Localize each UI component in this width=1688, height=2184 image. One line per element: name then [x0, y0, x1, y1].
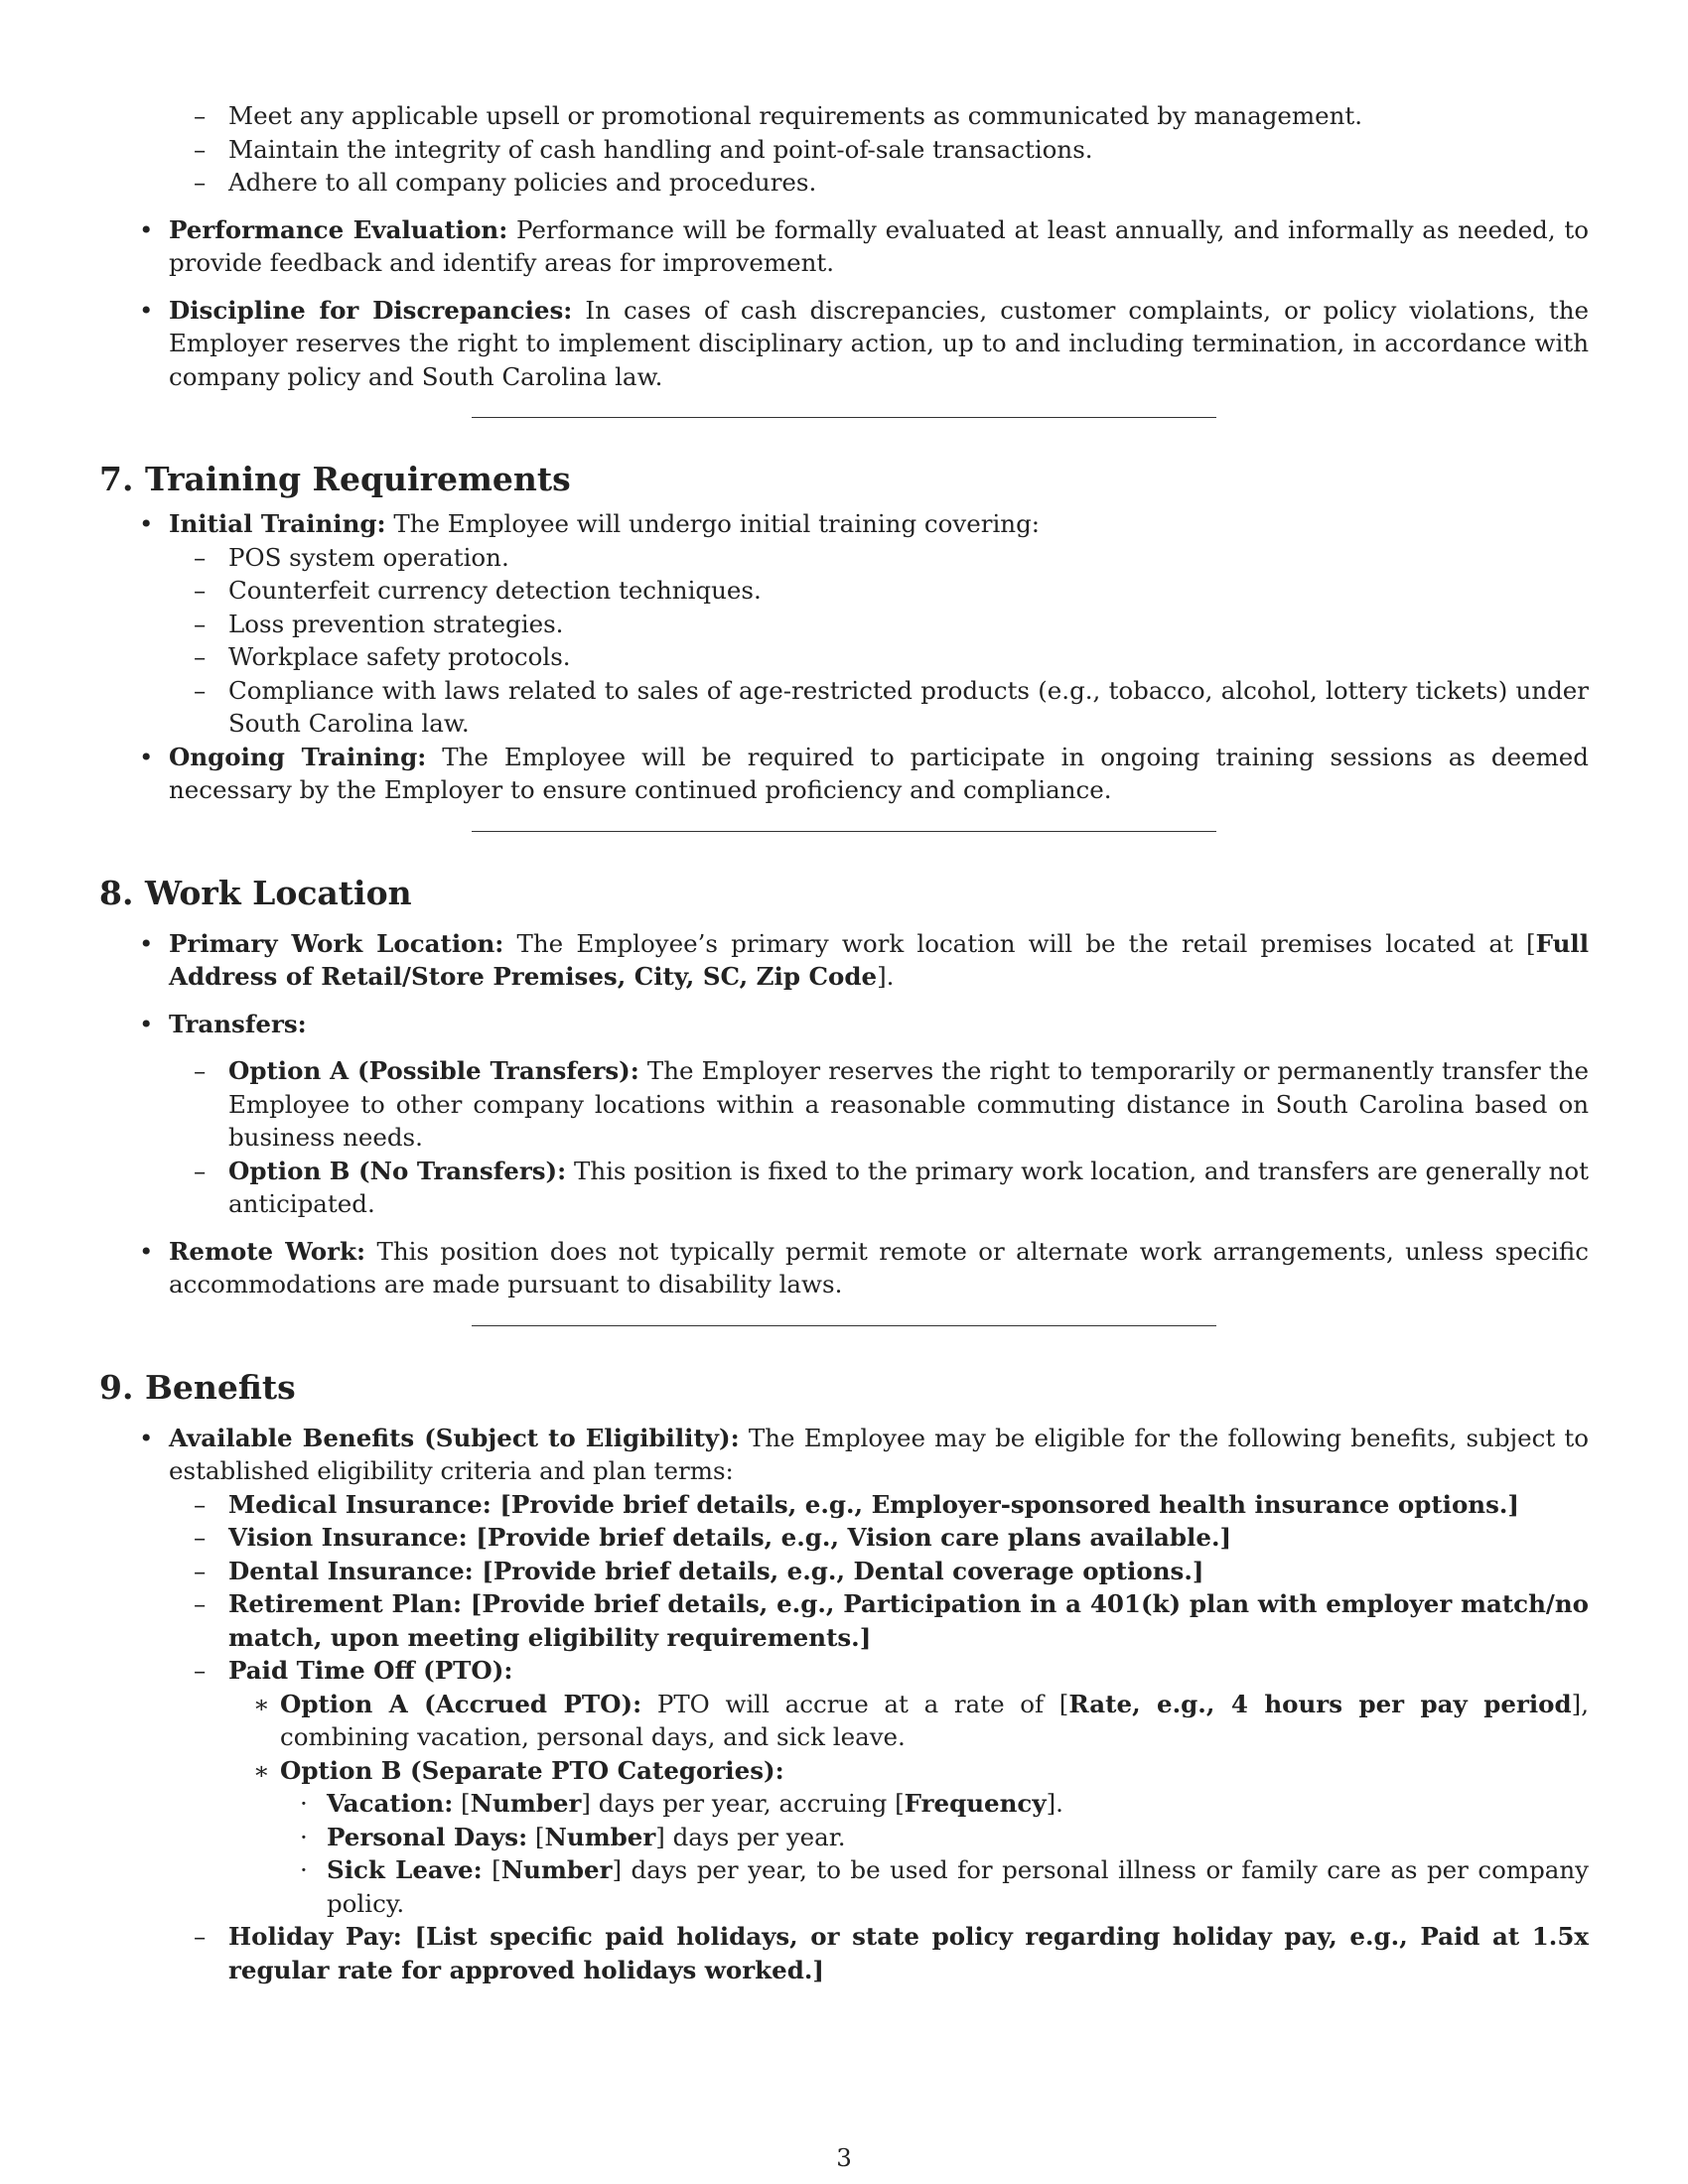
primary-work-location-item: • Primary Work Location: The Employee’s primary work location will be the retail premises located at [Full Address of Retail/Store Premises, City, SC, Zip Code].	[139, 928, 1589, 991]
vacation-item: · Vacation: [Number] days per year, accruing [Frequency].	[300, 1789, 1063, 1818]
initial-training-item: • Initial Training: The Employee will undergo initial training covering:	[139, 509, 1041, 538]
list-item: – Maintain the integrity of cash handling and point-of-sale transactions.	[194, 134, 1093, 164]
list-item: – Compliance with laws related to sales of age-restricted products (e.g., tobacco, alcohol, lottery tickets) under South Carolina law.	[194, 675, 1589, 738]
holiday-pay-item: – Holiday Pay: [List specific paid holidays, or state policy regarding holiday pay, e.g., Paid at 1.5x regular rate for approved holidays worked.]	[194, 1922, 1589, 1984]
personal-days-item: · Personal Days: [Number] days per year.	[300, 1822, 846, 1851]
transfer-option-b: – Option B (No Transfers): This position is fixed to the primary work location, and transfers are generally not anticipated.	[194, 1156, 1590, 1218]
transfers-item: • Transfers:	[139, 1009, 307, 1038]
page-number: 3	[836, 2143, 852, 2172]
list-item: – Workplace safety protocols.	[194, 642, 571, 671]
dental-insurance-item: – Dental Insurance: [Provide brief details, e.g., Dental coverage options.]	[194, 1556, 1204, 1585]
remote-work-item: • Remote Work: This position does not typically permit remote or alternate work arrangements, unless specific accommodations are made pursuant to disability laws.	[139, 1236, 1589, 1298]
section-heading-benefits: 9. Benefits	[99, 1367, 296, 1407]
retirement-plan-item: – Retirement Plan: [Provide brief details, e.g., Participation in a 401(k) plan with employer match/no match, upon meeting eligibility requirements.]	[194, 1589, 1589, 1652]
sick-leave-item: · Sick Leave: [Number] days per year, to be used for personal illness or family care as per company policy.	[300, 1855, 1589, 1918]
list-item: – Loss prevention strategies.	[194, 609, 564, 638]
pto-option-b: ∗ Option B (Separate PTO Categories):	[253, 1755, 784, 1785]
list-item: – Meet any applicable upsell or promotional requirements as communicated by management.	[194, 101, 1363, 130]
section-heading-training: 7. Training Requirements	[99, 460, 571, 498]
performance-evaluation-item: • Performance Evaluation: Performance will be formally evaluated at least annually, and informally as needed, to provide feedback and identify areas for improvement.	[139, 214, 1590, 277]
medical-insurance-item: – Medical Insurance: [Provide brief details, e.g., Employer-sponsored health insurance options.]	[194, 1489, 1520, 1519]
pto-item: – Paid Time Off (PTO):	[194, 1656, 513, 1685]
list-item: – POS system operation.	[194, 542, 509, 572]
document-page	[99, 99, 1589, 1986]
pto-option-a: ∗ Option A (Accrued PTO): PTO will accrue at a rate of [Rate, e.g., 4 hours per pay period], combining vacation, personal days, and sick leave.	[253, 1689, 1589, 1751]
list-item: – Adhere to all company policies and procedures.	[194, 168, 817, 197]
vision-insurance-item: – Vision Insurance: [Provide brief details, e.g., Vision care plans available.]	[194, 1523, 1232, 1552]
section-heading-work-location: 8. Work Location	[99, 873, 412, 912]
transfer-option-a: – Option A (Possible Transfers): The Employer reserves the right to temporarily or permanently transfer the Employee to other company locations within a reasonable commuting distance in South Carolina based on business needs.	[194, 1056, 1589, 1152]
available-benefits-item: • Available Benefits (Subject to Eligibility): The Employee may be eligible for the following benefits, subject to established eligibility criteria and plan terms:	[139, 1423, 1590, 1485]
discipline-item: • Discipline for Discrepancies: In cases of cash discrepancies, customer complaints, or policy violations, the Employer reserves the right to implement disciplinary action, up to and including termination, in accordance with company policy and South Carolina law.	[139, 295, 1590, 391]
ongoing-training-item: • Ongoing Training: The Employee will be required to participate in ongoing training sessions as deemed necessary by the Employer to ensure continued proficiency and compliance.	[139, 742, 1589, 804]
list-item: – Counterfeit currency detection techniques.	[194, 576, 762, 605]
